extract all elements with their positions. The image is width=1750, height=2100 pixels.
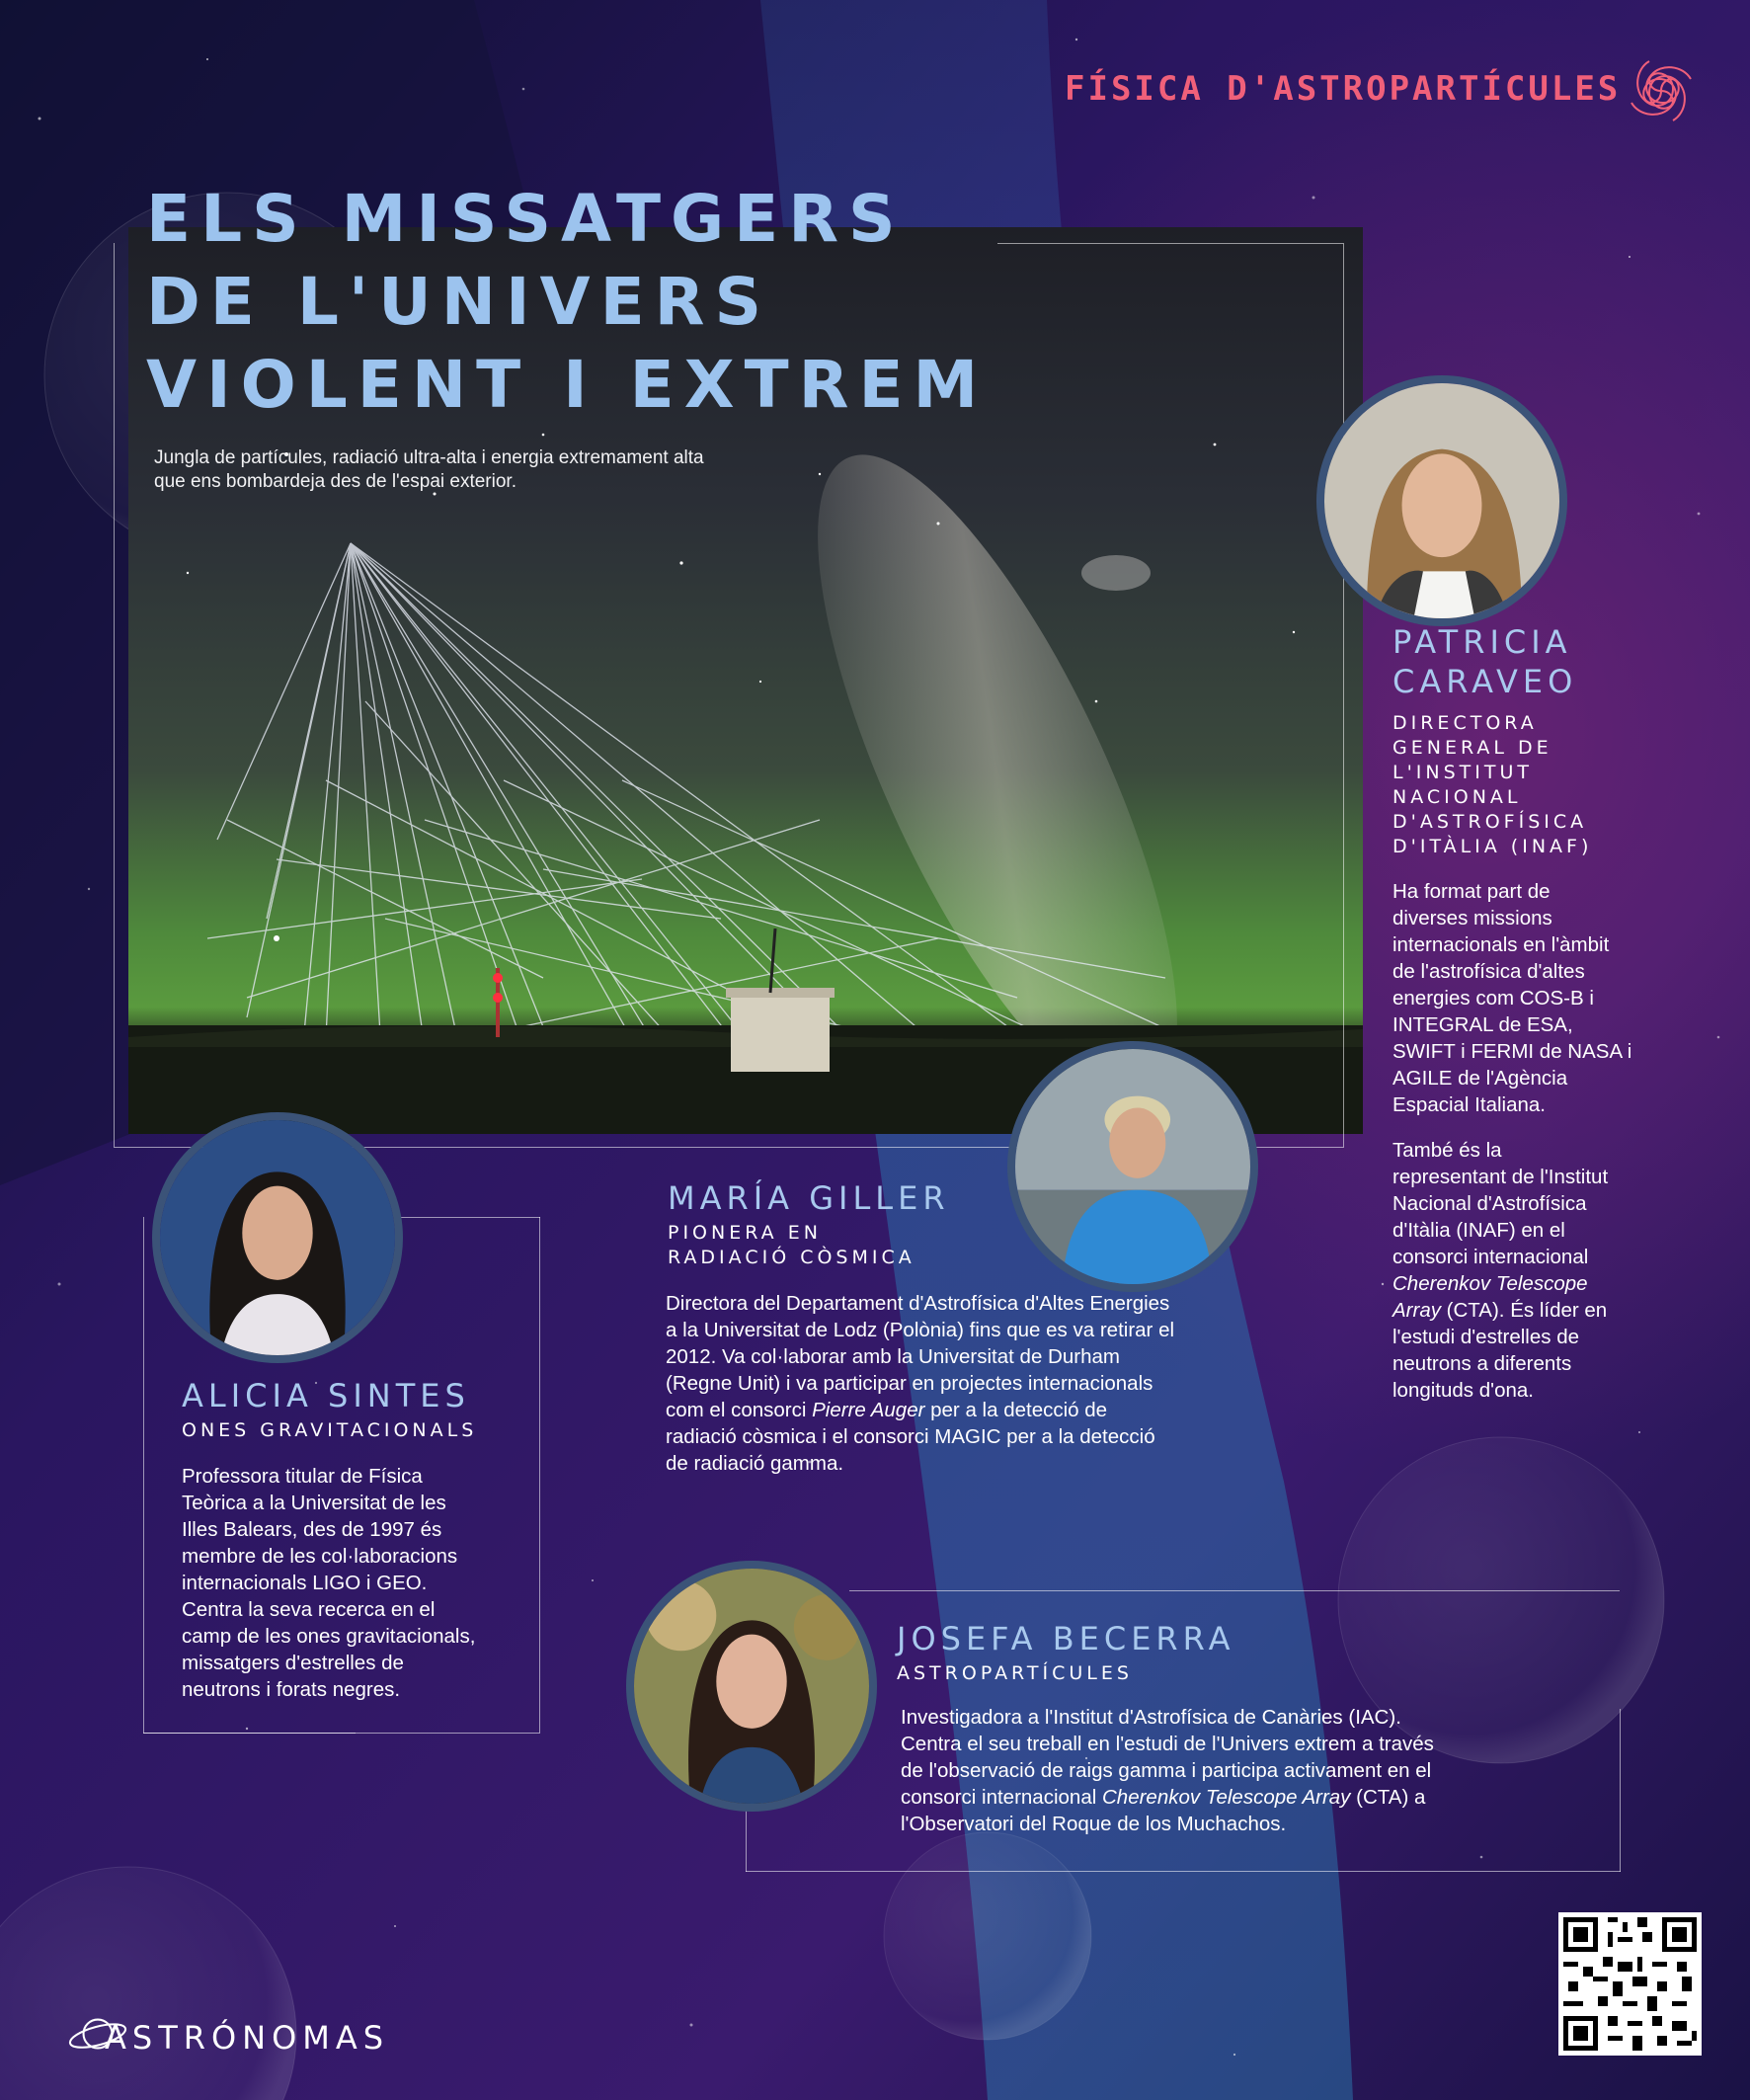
frame-becerra-top [849,1590,1620,1591]
bio-line: a la Universitat de Lodz (Polònia) fins que es va retirar el [666,1319,1175,1341]
bio-line: representant de l'Institut [1392,1166,1609,1188]
italic-term: Cherenkov Telescope [1392,1272,1588,1295]
role-line: D'ASTROFÍSICA [1392,811,1588,833]
frame-alicia-bottom [143,1733,356,1734]
bio-line: INTEGRAL de ESA, [1392,1013,1573,1036]
role-patricia-caraveo [1392,711,1592,859]
bio-line: Teòrica a la Universitat de les [182,1492,446,1514]
qr-code-icon[interactable] [1558,1912,1702,2056]
bio-line: SWIFT i FERMI de NASA i [1392,1040,1632,1063]
name-alicia-sintes: ALICIA SINTES [182,1377,470,1414]
bio-line: Illes Balears, des de 1997 és [182,1518,442,1541]
bio-line: internacionals LIGO i GEO. [182,1572,428,1594]
italic-term: Pierre Auger [812,1399,925,1421]
subtitle-line-1: Jungla de partícules, radiació ultra-alta i energia extremament alta [154,447,704,468]
bio-line: longituds d'ona. [1392,1379,1534,1402]
bio-line: l'Observatori del Roque de los Muchachos. [901,1813,1287,1835]
subtitle [154,446,704,494]
bio-text: consorci internacional [901,1786,1102,1809]
bio-line: energies com COS-B i [1392,987,1594,1010]
role-alicia-sintes: ONES GRAVITACIONALS [182,1419,478,1441]
bio-line: Espacial Italiana. [1392,1093,1546,1116]
hero-frame-top [997,243,1343,244]
bio-line: 2012. Va col·laborar amb la Universitat de Durham [666,1345,1120,1368]
hero-frame-left [114,243,115,1147]
bio-line: de radiació gamma. [666,1452,844,1475]
bio-text: per a la detecció de [924,1399,1108,1421]
bio-maria-giller [666,1290,1174,1477]
spiral-logo-icon [1622,51,1701,130]
brand-name: ASTRÓNOMAS [105,2019,390,2057]
bio-line: diverses missions [1392,907,1552,929]
bio-line: d'Itàlia (INAF) en el [1392,1219,1565,1242]
bio-text: (CTA). És líder en [1440,1299,1608,1322]
role-maria-giller [668,1221,915,1270]
portrait-patricia-caraveo [1316,375,1567,626]
bio-line: radiació còsmica i el consorci MAGIC per a la detecció [666,1425,1155,1448]
role-line: DIRECTORA [1392,712,1538,734]
bio-line: Nacional d'Astrofísica [1392,1192,1587,1215]
title-line-2: DE L'UNIVERS [146,264,772,340]
bio-text: (CTA) a [1350,1786,1426,1809]
bio-line: També és la [1392,1139,1502,1162]
frame-alicia-top [395,1217,540,1218]
name-maria-giller: MARÍA GILLER [668,1179,950,1217]
subtitle-line-2: que ens bombardeja des de l'espai exterior. [154,471,517,492]
role-line: D'ITÀLIA (INAF) [1392,836,1593,857]
bio-alicia-sintes [182,1463,475,1703]
portrait-maria-giller [1007,1041,1258,1292]
name-line-1: PATRICIA [1392,623,1572,661]
section-label: FÍSICA D'ASTROPARTÍCULES [1065,69,1622,109]
bio-line: neutrons i forats negres. [182,1678,401,1701]
role-line: NACIONAL [1392,786,1522,808]
bio-line: neutrons a diferents [1392,1352,1572,1375]
bio-line: Centra la seva recerca en el [182,1598,436,1621]
bio-text: com el consorci [666,1399,813,1421]
role-line: PIONERA EN [668,1222,822,1244]
main-title [146,178,988,427]
portrait-alicia-sintes [152,1112,403,1363]
role-josefa-becerra: ASTROPARTÍCULES [897,1662,1133,1684]
italic-term: Array [1392,1299,1441,1322]
bio-line: (Regne Unit) i va participar en projectes internacionals [666,1372,1153,1395]
bio-line: camp de les ones gravitacionals, [182,1625,476,1648]
role-line: L'INSTITUT [1392,762,1534,783]
bio-patricia-caraveo-1 [1392,878,1631,1118]
bio-line: Directora del Departament d'Astrofísica d'Altes Energies [666,1292,1170,1315]
title-line-3: VIOLENT I EXTREM [146,347,989,423]
bio-line: de l'observació de raigs gamma i participa activament en el [901,1759,1432,1782]
name-josefa-becerra: JOSEFA BECERRA [897,1620,1235,1657]
title-line-1: ELS MISSATGERS [146,181,906,257]
name-patricia-caraveo [1392,622,1577,701]
role-line: RADIACIÓ CÒSMICA [668,1247,915,1268]
bio-line: internacionals en l'àmbit [1392,933,1610,956]
bio-line: Professora titular de Física [182,1465,423,1488]
bio-line: Centra el seu treball en l'estudi de l'Univers extrem a través [901,1733,1434,1755]
portrait-josefa-becerra [626,1561,877,1812]
bio-line: l'estudi d'estrelles de [1392,1326,1580,1348]
bio-line: missatgers d'estrelles de [182,1652,404,1674]
bio-line: consorci internacional [1392,1246,1589,1268]
bio-line: Investigadora a l'Institut d'Astrofísica de Canàries (IAC). [901,1706,1401,1729]
bio-line: AGILE de l'Agència [1392,1067,1568,1090]
frame-becerra-right [1620,1709,1621,1872]
bio-line: membre de les col·laboracions [182,1545,458,1568]
bio-line: de l'astrofísica d'altes [1392,960,1585,983]
bio-patricia-caraveo-2 [1392,1137,1608,1404]
frame-becerra-bottom [746,1871,1621,1872]
role-line: GENERAL DE [1392,737,1552,759]
name-line-2: CARAVEO [1392,663,1578,700]
bio-josefa-becerra [901,1704,1434,1837]
italic-term: Cherenkov Telescope Array [1101,1786,1351,1809]
bio-line: Ha format part de [1392,880,1551,903]
